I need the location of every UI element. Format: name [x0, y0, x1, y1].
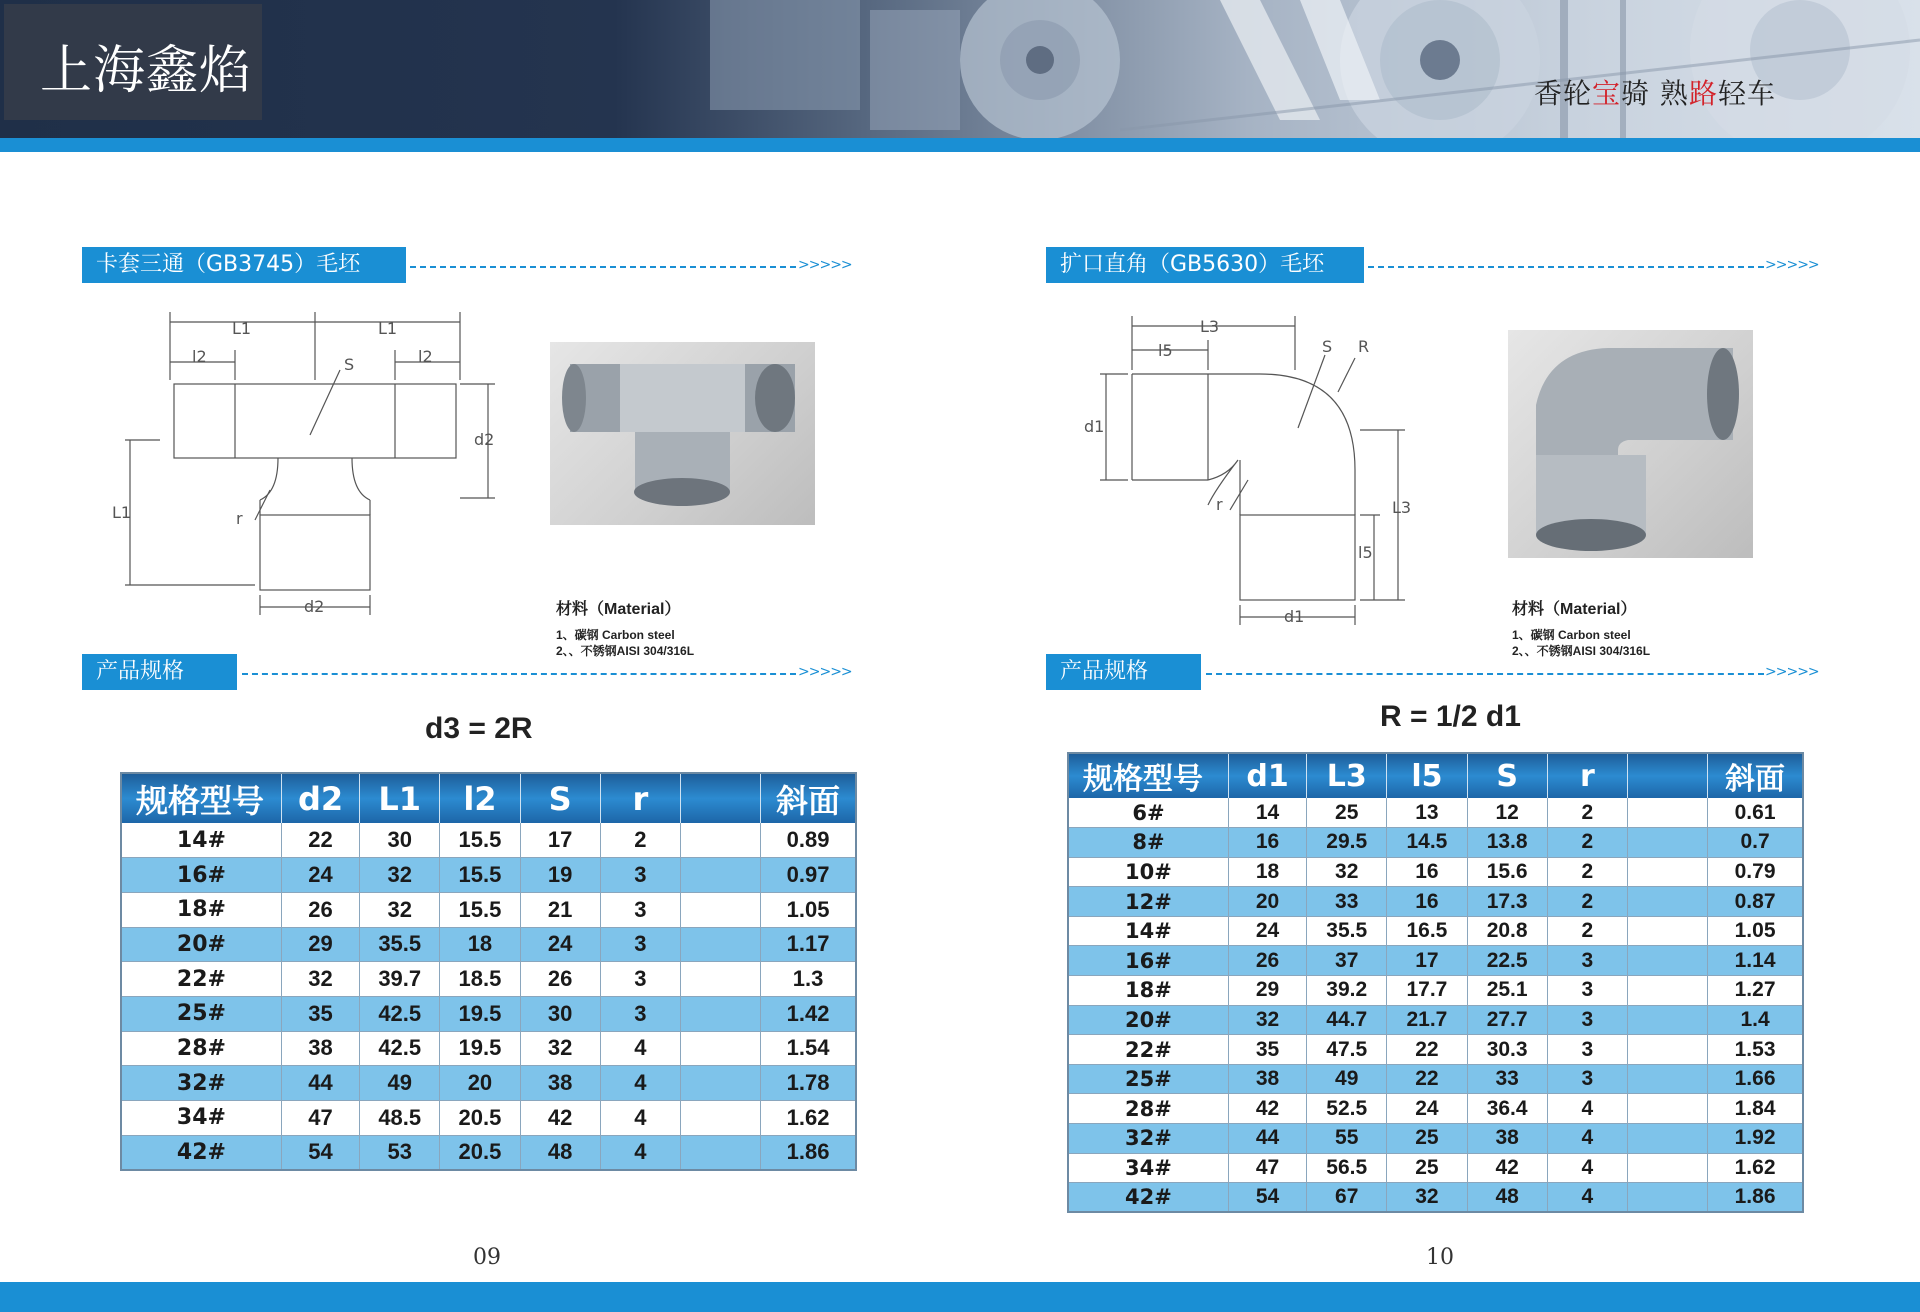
table-cell: 1.05: [1708, 916, 1803, 946]
table-cell: 17: [1387, 946, 1467, 976]
table-cell: 1.14: [1708, 946, 1803, 976]
table-cell: 67: [1307, 1183, 1387, 1213]
table-cell: 42: [1228, 1094, 1306, 1124]
table-cell: [680, 962, 760, 997]
dim-label: S: [1322, 337, 1333, 356]
table-cell: 1.62: [1708, 1153, 1803, 1183]
table-row: [121, 1066, 856, 1101]
table-cell: 24: [1228, 916, 1306, 946]
table-cell: 24: [281, 858, 359, 893]
table-row: [1068, 828, 1803, 858]
spec-model-cell: 20#: [121, 927, 281, 962]
table-cell: [1627, 1064, 1707, 1094]
table-cell: [1627, 1124, 1707, 1154]
table-cell: 2: [600, 823, 680, 858]
table-cell: 25: [1387, 1153, 1467, 1183]
tee-drawing: [110, 310, 530, 630]
table-cell: 0.87: [1708, 887, 1803, 917]
brand-name: 上海鑫焰: [40, 41, 253, 101]
table-cell: 35: [1228, 1035, 1306, 1065]
table-cell: 29: [281, 927, 359, 962]
table-cell: 0.79: [1708, 857, 1803, 887]
table-row: [121, 996, 856, 1031]
table-cell: 0.97: [761, 858, 856, 893]
table-cell: 22: [281, 823, 359, 858]
table-row: [1068, 1064, 1803, 1094]
dim-label: d2: [474, 430, 495, 449]
divider-right-spec: [1206, 673, 1764, 675]
material-right: 材料（Material） 1、碳钢 Carbon steel 2、、不锈钢AISI 304/316L: [1512, 601, 1651, 658]
table-cell: [680, 858, 760, 893]
table-row: [1068, 1005, 1803, 1035]
column-header: d1: [1228, 753, 1306, 798]
table-cell: [680, 996, 760, 1031]
spec-model-cell: 12#: [1068, 887, 1228, 917]
column-header: S: [1467, 753, 1547, 798]
table-cell: 44.7: [1307, 1005, 1387, 1035]
table-cell: 1.53: [1708, 1035, 1803, 1065]
table-row: [121, 1101, 856, 1136]
table-cell: 35.5: [360, 927, 440, 962]
table-cell: 4: [600, 1135, 680, 1170]
table-cell: [1627, 1094, 1707, 1124]
table-cell: 20.5: [440, 1135, 520, 1170]
table-cell: 4: [1547, 1183, 1627, 1213]
table-cell: [1627, 976, 1707, 1006]
table-cell: [680, 1135, 760, 1170]
spec-model-cell: 18#: [121, 892, 281, 927]
table-cell: 3: [1547, 1005, 1627, 1035]
table-cell: 22: [1387, 1035, 1467, 1065]
table-cell: 26: [1228, 946, 1306, 976]
dim-label: L1: [112, 503, 132, 522]
table-cell: 4: [1547, 1124, 1627, 1154]
table-cell: 1.4: [1708, 1005, 1803, 1035]
table-cell: 3: [600, 892, 680, 927]
table-cell: [1627, 1183, 1707, 1213]
table-cell: 3: [1547, 946, 1627, 976]
table-cell: 15.5: [440, 823, 520, 858]
dim-label: S: [344, 355, 355, 374]
table-cell: 4: [1547, 1153, 1627, 1183]
table-cell: 1.17: [761, 927, 856, 962]
table-row: [1068, 946, 1803, 976]
arrows-left: >>>>>: [798, 257, 852, 273]
table-cell: 1.62: [761, 1101, 856, 1136]
elbow-drawing: [1080, 310, 1440, 630]
table-cell: [680, 1031, 760, 1066]
material-left: 材料（Material） 1、碳钢 Carbon steel 2、、不锈钢AISI 304/316L: [556, 601, 695, 658]
table-cell: 20: [1228, 887, 1306, 917]
spec-model-cell: 16#: [1068, 946, 1228, 976]
table-cell: 38: [520, 1066, 600, 1101]
arrows-right: >>>>>: [1765, 257, 1819, 273]
table-cell: 22: [1387, 1064, 1467, 1094]
table-cell: 25: [1387, 1124, 1467, 1154]
table-cell: [1627, 798, 1707, 828]
column-header: S: [520, 773, 600, 823]
table-cell: 55: [1307, 1124, 1387, 1154]
column-header: [680, 773, 760, 823]
table-row: [1068, 857, 1803, 887]
spec-model-cell: 14#: [1068, 916, 1228, 946]
table-cell: 16: [1228, 828, 1306, 858]
spec-model-cell: 32#: [121, 1066, 281, 1101]
dim-label: l2: [418, 347, 433, 366]
divider-left: [410, 266, 796, 268]
spec-model-cell: 25#: [121, 996, 281, 1031]
dim-label: r: [1216, 495, 1223, 514]
table-cell: 32: [1307, 857, 1387, 887]
spec-model-cell: 22#: [121, 962, 281, 997]
table-cell: 1.84: [1708, 1094, 1803, 1124]
table-cell: 4: [600, 1066, 680, 1101]
table-cell: 13.8: [1467, 828, 1547, 858]
page-number-right: 10: [1426, 1245, 1454, 1270]
column-header: L1: [360, 773, 440, 823]
dim-label: L3: [1200, 317, 1220, 336]
column-header: d2: [281, 773, 359, 823]
table-cell: 0.7: [1708, 828, 1803, 858]
spec-model-cell: 20#: [1068, 1005, 1228, 1035]
table-cell: 32: [360, 892, 440, 927]
spec-model-cell: 32#: [1068, 1124, 1228, 1154]
table-row: [1068, 1124, 1803, 1154]
page-header: [0, 0, 1920, 138]
section-title-left: 卡套三通（GB3745）毛坯: [82, 247, 406, 283]
table-cell: 2: [1547, 887, 1627, 917]
table-cell: 14: [1228, 798, 1306, 828]
table-cell: 52.5: [1307, 1094, 1387, 1124]
table-cell: 1.05: [761, 892, 856, 927]
spec-model-cell: 10#: [1068, 857, 1228, 887]
table-cell: 29.5: [1307, 828, 1387, 858]
spec-model-cell: 34#: [1068, 1153, 1228, 1183]
table-cell: [1627, 946, 1707, 976]
table-cell: 54: [1228, 1183, 1306, 1213]
spec-model-cell: 28#: [1068, 1094, 1228, 1124]
table-cell: [680, 823, 760, 858]
table-cell: 33: [1467, 1064, 1547, 1094]
spec-table-left: [120, 772, 857, 1171]
spec-model-cell: 14#: [121, 823, 281, 858]
column-header: 斜面: [761, 773, 856, 823]
table-cell: 2: [1547, 857, 1627, 887]
table-cell: 30: [360, 823, 440, 858]
page-number-left: 09: [473, 1245, 501, 1270]
table-cell: 47: [1228, 1153, 1306, 1183]
table-row: [1068, 1183, 1803, 1213]
table-cell: 3: [1547, 976, 1627, 1006]
table-cell: 48: [1467, 1183, 1547, 1213]
table-cell: 32: [1387, 1183, 1467, 1213]
table-cell: 32: [1228, 1005, 1306, 1035]
column-header: [1627, 753, 1707, 798]
table-row: [121, 927, 856, 962]
table-cell: [680, 1066, 760, 1101]
table-cell: 49: [1307, 1064, 1387, 1094]
table-cell: [1627, 1153, 1707, 1183]
table-cell: 3: [600, 996, 680, 1031]
dim-label: r: [236, 509, 243, 528]
table-cell: 27.7: [1467, 1005, 1547, 1035]
table-cell: [1627, 887, 1707, 917]
column-header: l5: [1387, 753, 1467, 798]
table-row: [121, 1135, 856, 1170]
table-row: [121, 1031, 856, 1066]
table-cell: 15.5: [440, 858, 520, 893]
section-title-right: 扩口直角（GB5630）毛坯: [1046, 247, 1364, 283]
table-cell: 13: [1387, 798, 1467, 828]
table-cell: 26: [281, 892, 359, 927]
table-row: [1068, 1035, 1803, 1065]
table-cell: 30: [520, 996, 600, 1031]
formula-right: R = 1/2 d1: [1380, 700, 1521, 733]
column-header: 规格型号: [121, 773, 281, 823]
table-cell: 16: [1387, 887, 1467, 917]
table-cell: 16: [1387, 857, 1467, 887]
dim-label: L3: [1392, 498, 1412, 517]
table-cell: 4: [600, 1101, 680, 1136]
table-cell: 24: [1387, 1094, 1467, 1124]
table-cell: 24: [520, 927, 600, 962]
table-cell: 22.5: [1467, 946, 1547, 976]
table-cell: 4: [600, 1031, 680, 1066]
table-cell: [1627, 1035, 1707, 1065]
table-cell: 21: [520, 892, 600, 927]
table-cell: 3: [600, 858, 680, 893]
spec-model-cell: 42#: [1068, 1183, 1228, 1213]
table-cell: 38: [281, 1031, 359, 1066]
table-cell: 1.27: [1708, 976, 1803, 1006]
dim-label: L1: [232, 319, 252, 338]
table-cell: [680, 927, 760, 962]
table-cell: 42.5: [360, 996, 440, 1031]
table-cell: [680, 892, 760, 927]
table-cell: 54: [281, 1135, 359, 1170]
table-cell: 26: [520, 962, 600, 997]
machinery-photo: [620, 0, 1920, 138]
table-cell: 1.86: [1708, 1183, 1803, 1213]
table-cell: 33: [1307, 887, 1387, 917]
spec-model-cell: 8#: [1068, 828, 1228, 858]
table-cell: 1.78: [761, 1066, 856, 1101]
spec-model-cell: 16#: [121, 858, 281, 893]
table-cell: 42.5: [360, 1031, 440, 1066]
spec-table-right: [1067, 752, 1804, 1213]
table-row: [1068, 798, 1803, 828]
table-cell: 2: [1547, 798, 1627, 828]
table-cell: 37: [1307, 946, 1387, 976]
table-cell: 17.7: [1387, 976, 1467, 1006]
table-cell: 32: [281, 962, 359, 997]
table-cell: 16.5: [1387, 916, 1467, 946]
table-cell: 35.5: [1307, 916, 1387, 946]
dim-label: l5: [1358, 543, 1373, 562]
table-cell: 48.5: [360, 1101, 440, 1136]
column-header: l2: [440, 773, 520, 823]
elbow-photo: [1508, 330, 1753, 558]
table-cell: 3: [600, 962, 680, 997]
table-cell: 32: [520, 1031, 600, 1066]
table-cell: 56.5: [1307, 1153, 1387, 1183]
table-cell: [1627, 857, 1707, 887]
table-cell: 15.6: [1467, 857, 1547, 887]
spec-model-cell: 25#: [1068, 1064, 1228, 1094]
table-row: [1068, 887, 1803, 917]
column-header: r: [600, 773, 680, 823]
table-cell: 30.3: [1467, 1035, 1547, 1065]
spec-model-cell: 6#: [1068, 798, 1228, 828]
table-cell: 2: [1547, 828, 1627, 858]
table-cell: 18: [1228, 857, 1306, 887]
table-row: [121, 858, 856, 893]
table-cell: 15.5: [440, 892, 520, 927]
table-row: [121, 962, 856, 997]
table-cell: 19: [520, 858, 600, 893]
slogan: 香轮宝骑 熟路轻车: [1534, 77, 1776, 110]
column-header: L3: [1307, 753, 1387, 798]
table-cell: [680, 1101, 760, 1136]
spec-title-left: 产品规格: [82, 654, 237, 690]
table-cell: 25: [1307, 798, 1387, 828]
table-cell: 29: [1228, 976, 1306, 1006]
table-cell: 17: [520, 823, 600, 858]
column-header: r: [1547, 753, 1627, 798]
table-cell: [1627, 1005, 1707, 1035]
table-cell: 38: [1228, 1064, 1306, 1094]
footer-band: [0, 1282, 1920, 1312]
table-cell: 17.3: [1467, 887, 1547, 917]
table-cell: 0.89: [761, 823, 856, 858]
divider-left-spec: [242, 673, 796, 675]
table-row: [121, 823, 856, 858]
table-cell: 3: [1547, 1035, 1627, 1065]
table-cell: 44: [1228, 1124, 1306, 1154]
table-cell: 44: [281, 1066, 359, 1101]
table-cell: 3: [600, 927, 680, 962]
table-cell: 12: [1467, 798, 1547, 828]
column-header: 斜面: [1708, 753, 1803, 798]
table-cell: 14.5: [1387, 828, 1467, 858]
spec-model-cell: 18#: [1068, 976, 1228, 1006]
table-cell: 3: [1547, 1064, 1627, 1094]
table-cell: 1.3: [761, 962, 856, 997]
divider-right: [1368, 266, 1764, 268]
table-cell: 18.5: [440, 962, 520, 997]
spec-model-cell: 28#: [121, 1031, 281, 1066]
dim-label: d2: [304, 597, 325, 616]
table-cell: 1.54: [761, 1031, 856, 1066]
table-cell: 20.8: [1467, 916, 1547, 946]
dim-label: d1: [1284, 607, 1305, 626]
arrows-left-spec: >>>>>: [798, 664, 852, 680]
table-row: [1068, 916, 1803, 946]
table-cell: 1.92: [1708, 1124, 1803, 1154]
table-cell: [1627, 916, 1707, 946]
table-cell: 49: [360, 1066, 440, 1101]
table-cell: 32: [360, 858, 440, 893]
spec-model-cell: 22#: [1068, 1035, 1228, 1065]
tee-photo: [550, 342, 815, 525]
arrows-right-spec: >>>>>: [1765, 664, 1819, 680]
table-cell: 0.61: [1708, 798, 1803, 828]
spec-model-cell: 34#: [121, 1101, 281, 1136]
table-cell: 39.2: [1307, 976, 1387, 1006]
table-cell: 38: [1467, 1124, 1547, 1154]
table-cell: 21.7: [1387, 1005, 1467, 1035]
table-cell: 47: [281, 1101, 359, 1136]
dim-label: l5: [1158, 341, 1173, 360]
table-cell: 19.5: [440, 1031, 520, 1066]
dim-label: l2: [192, 347, 207, 366]
table-cell: 1.86: [761, 1135, 856, 1170]
table-cell: 42: [520, 1101, 600, 1136]
table-cell: 25.1: [1467, 976, 1547, 1006]
table-cell: 53: [360, 1135, 440, 1170]
table-cell: 2: [1547, 916, 1627, 946]
dim-label: d1: [1084, 417, 1105, 436]
table-cell: 36.4: [1467, 1094, 1547, 1124]
table-cell: 1.42: [761, 996, 856, 1031]
table-cell: 35: [281, 996, 359, 1031]
dim-label: L1: [378, 319, 398, 338]
table-cell: 4: [1547, 1094, 1627, 1124]
table-cell: 39.7: [360, 962, 440, 997]
table-cell: [1627, 828, 1707, 858]
table-cell: 20.5: [440, 1101, 520, 1136]
table-row: [1068, 1094, 1803, 1124]
table-cell: 47.5: [1307, 1035, 1387, 1065]
header-band: [0, 138, 1920, 152]
spec-model-cell: 42#: [121, 1135, 281, 1170]
table-row: [1068, 976, 1803, 1006]
dim-label: R: [1358, 337, 1370, 356]
table-cell: 1.66: [1708, 1064, 1803, 1094]
column-header: 规格型号: [1068, 753, 1228, 798]
table-cell: 42: [1467, 1153, 1547, 1183]
table-cell: 20: [440, 1066, 520, 1101]
formula-left: d3 = 2R: [425, 712, 533, 745]
table-row: [1068, 1153, 1803, 1183]
spec-title-right: 产品规格: [1046, 654, 1201, 690]
table-cell: 18: [440, 927, 520, 962]
table-cell: 48: [520, 1135, 600, 1170]
table-cell: 19.5: [440, 996, 520, 1031]
table-row: [121, 892, 856, 927]
